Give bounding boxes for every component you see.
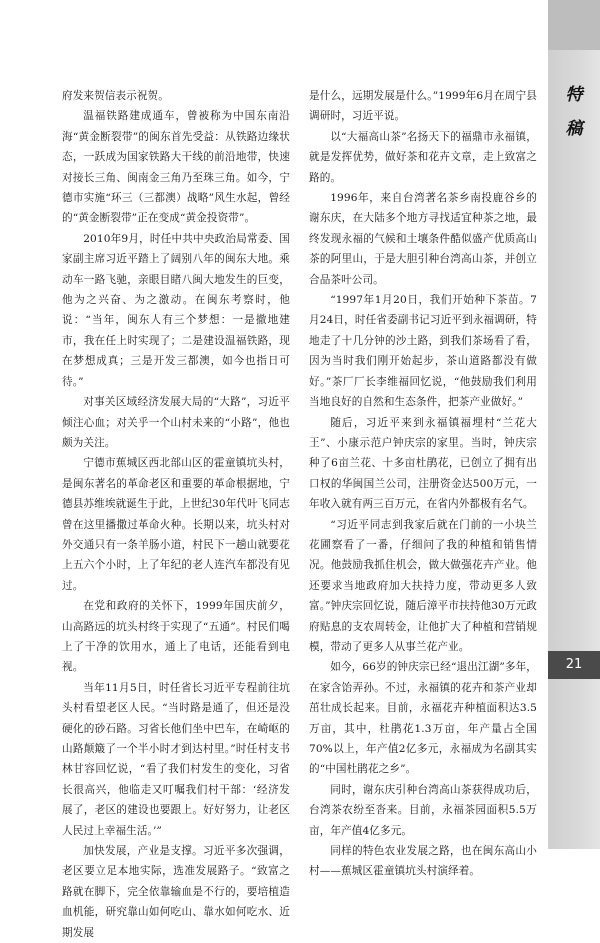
paragraph: 随后，习近平来到永福镇福埋村“兰花大王”、小康示范户钟庆宗的家里。当时，钟庆宗种了6亩兰花、十多亩杜鹃花，已创立了拥有出口权的华闽国兰公司，注册资金达500万元，一年收入就有两三百万元，在省内外都极有名气。 [309, 416, 537, 511]
paragraph: “习近平同志到我家后就在门前的一小块兰花圃察看了一番，仔细问了我的种植和销售情况。他鼓励我抓住机会，做大做强花卉产业。他还要求当地政府加大扶持力度，带动更多人致富。”钟庆宗回忆说，随后漳平市扶持他30万元政府贴息的支农周转金，让他扩大了种植和营销规模，带动了更多人从事兰花产业。 [309, 518, 537, 653]
section-label-char: 特 [565, 85, 583, 105]
paragraph: 当年11月5日，时任省长习近平专程前往坑头村看望老区人民。“当时路是通了，但还是没硬化的砂石路。习省长他们坐中巴车，在崎岖的山路颠簸了一个半小时才到达村里。”时任村支书林甘容回忆说，“看了我们村发生的变化，习省长很高兴，他临走又叮嘱我们村干部：‘经济发展了，老区的建设也要跟上。好好努力，让老区人民过上幸福生活。’” [62, 681, 290, 837]
paragraph: 是什么，远期发展是什么。”1999年6月在周宁县调研时，习近平说。 [309, 90, 537, 123]
section-label-char: 稿 [565, 119, 583, 139]
section-label [558, 78, 590, 146]
paragraph: 宁德市蕉城区西北部山区的霍童镇坑头村，是闽东著名的革命老区和重要的革命根据地，宁德县苏维埃就诞生于此，上世纪30年代叶飞同志曾在这里播撒过革命火种。长期以来，坑头村对外交通只有一条羊肠小道，村民下一趟山就要花上五六个小时，上了年纪的老人连汽车都没有见过。 [62, 457, 290, 592]
paragraph: 对事关区域经济发展大局的“大路”，习近平倾注心血；对关乎一个山村未来的“小路”，他也颇为关注。 [62, 396, 290, 449]
paragraph: 以“大福高山茶”名扬天下的福鼎市永福镇，就是发挥优势，做好茶和花卉文章，走上致富之路的。 [309, 130, 537, 184]
paragraph: 在党和政府的关怀下，1999年国庆前夕，山高路远的坑头村终于实现了“五通”。村民们喝上了干净的饮用水，通上了电话，还能看到电视。 [62, 600, 290, 674]
paragraph: 府发来贺信表示祝贺。 [62, 90, 169, 102]
tab-strip-top-shade [548, 0, 600, 50]
paragraph: 同样的特色农业发展之路，也在闽东高山小村——蕉城区霍童镇坑头村演绎着。 [309, 845, 537, 878]
paragraph: “1997年1月20日，我们开始种下茶苗。7月24日，时任省委副书记习近平到永福调研，特地走了十几分钟的沙土路，到我们茶场看了看，因为当时我们刚开始起步，茶山道路都没有做好。”茶厂厂长李维福回忆说，“他鼓励我们利用当地良好的自然和生态条件，把茶产业做好。” [309, 294, 537, 409]
right-text-column [309, 86, 537, 882]
paragraph: 2010年9月，时任中共中央政治局常委、国家副主席习近平踏上了阔别八年的闽东大地。乘动车一路飞驰，亲眼目睹八闽大地发生的巨变，他为之兴奋、为之激动。在闽东考察时，他说：“当年，闽东人有三个梦想：一是撤地建市，我在任上时实现了；二是建设温福铁路，现在梦想成真；三是开发三都澳，如今也指日可待。” [62, 232, 290, 388]
paragraph: 加快发展，产业是支撑。习近平多次强调，老区要立足本地实际，选准发展路子。“致富之路就在脚下，完全依靠输血是不行的，要培植造血机能，研究靠山如何吃山、靠水如何吃水、近期发展 [62, 845, 290, 939]
paragraph: 温福铁路建成通车，曾被称为中国东南沿海“黄金断裂带”的闽东首先受益：从铁路边缘状态，一跃成为国家铁路大干线的前沿地带，快速对接长三角、闽南金三角乃至珠三角。如今，宁德市实施“环三（三都澳）战略”风生水起，曾经的“黄金断裂带”正在变成“黄金投资带”。 [62, 110, 290, 225]
paragraph: 同时，谢东庆引种台湾高山茶获得成功后，台湾茶农纷至沓来。目前，永福茶园面积5.5万亩，年产值4亿多元。 [309, 783, 537, 837]
paragraph: 如今，66岁的钟庆宗已经“退出江湖”多年，在家含饴弄孙。不过，永福镇的花卉和茶产业却茁壮成长起来。目前，永福花卉种植面积达3.5万亩，其中，杜鹃花1.3万亩，年产量占全国70%以上，年产值2亿多元，永福成为名副其实的“中国杜鹃花之乡”。 [309, 661, 537, 776]
left-text-column [62, 86, 290, 943]
page-number: 21 [548, 651, 600, 679]
paragraph: 1996年，来自台湾著名茶乡南投鹿谷乡的谢东庆，在大陆多个地方寻找适宜种茶之地，最终发现永福的气候和土壤条件酷似盛产优质高山茶的阿里山，于是大胆引种台湾高山茶，并创立合品茶叶公司。 [309, 192, 537, 286]
